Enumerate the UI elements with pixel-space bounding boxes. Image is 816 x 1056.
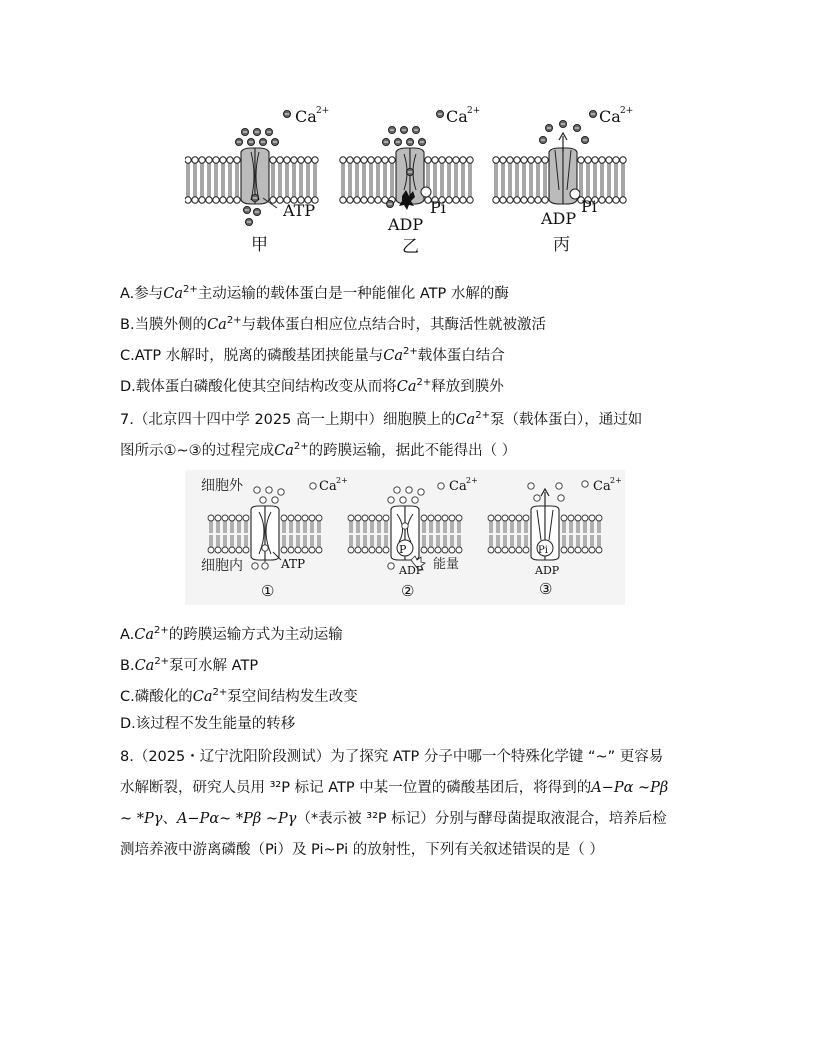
panel-yi-label-pi: Pi (430, 198, 446, 217)
panel-3-caption: ③ (539, 580, 553, 598)
q6-option-b[interactable]: B.当膜外侧的$Ca^{2+}$与载体蛋白相应位点结合时，其酶活性就被激活 (120, 315, 547, 333)
q7-stem-line-1: 7.（北京四十四中学 2025 高一上期中）细胞膜上的$Ca^{2+}$泵（载体蛋白），通过如 (120, 410, 643, 428)
label-inside: 细胞内 (201, 558, 243, 574)
panel-2-ion-charge: 2+ (466, 476, 478, 485)
panel-yi-caption: 乙 (402, 237, 419, 257)
panel-jia (185, 106, 329, 255)
panel-2-ion-label: Ca (449, 479, 467, 494)
panel-yi-ion-charge: 2+ (467, 106, 481, 116)
q8-stem-line-4: 测培养液中游离磷酸（Pi）及 Pi~Pi 的放射性，下列有关叙述错误的是（ ） (120, 842, 604, 858)
membrane-figure-1 (185, 100, 635, 260)
panel-jia-ion-label: Ca (295, 107, 317, 126)
panel-2-label-energy: 能量 (433, 557, 460, 572)
q6-option-c[interactable]: C.ATP 水解时，脱离的磷酸基团挟能量与$Ca^{2+}$载体蛋白结合 (120, 346, 505, 364)
panel-3-ion-label: Ca (593, 479, 611, 494)
panel-bing-ion-label: Ca (599, 107, 621, 126)
panel-bing-label-pi: Pi (581, 197, 597, 216)
panel-jia-ion-charge: 2+ (316, 106, 330, 116)
q7-option-a[interactable]: $A.Ca^{2+}$的跨膜运输方式为主动运输 (120, 625, 343, 643)
panel-1-label-atp: ATP (281, 557, 306, 571)
q6-option-d[interactable]: D.载体蛋白磷酸化使其空间结构改变从而将$Ca^{2+}$释放到膜外 (120, 377, 504, 395)
panel-jia-caption: 甲 (251, 235, 268, 255)
q7-stem-line-2: 图所示①~③的过程完成$Ca^{2+}$的跨膜运输，据此不能得出（ ） (120, 441, 517, 459)
panel-3-label-pi: Pi (538, 545, 548, 556)
panel-1-ion-charge: 2+ (336, 476, 348, 485)
panel-yi-label-adp: ADP (388, 215, 424, 234)
label-outside: 细胞外 (201, 478, 243, 494)
panel-yi (340, 106, 480, 257)
q8-stem-line-1: 8.（2025・辽宁沈阳阶段测试）为了探究 ATP 分子中哪一个特殊化学键 “~” 更容易 (120, 749, 664, 765)
panel-2-label-p: P (399, 543, 407, 556)
q7-option-d[interactable]: D.该过程不发生能量的转移 (120, 716, 296, 732)
panel-3-ion-charge: 2+ (610, 476, 622, 485)
panel-2-caption: ② (401, 582, 415, 600)
q8-stem-line-3: ~ *Pγ、A−Pα~ *Pβ ~Pγ（*表示被 ³²P 标记）分别与酵母菌提取液混合，培养后检 (120, 811, 667, 827)
panel-3-label-adp: ADP (535, 564, 560, 577)
panel-1-ion-label: Ca (319, 479, 337, 494)
panel-bing-caption: 丙 (553, 235, 570, 255)
membrane-figure-2 (185, 470, 625, 605)
panel-yi-ion-label: Ca (446, 107, 468, 126)
panel-bing-ion-charge: 2+ (620, 106, 634, 116)
panel-2-label-adp: ADP (399, 564, 424, 577)
panel-jia-label-atp: ATP (283, 201, 316, 220)
panel-bing-label-adp: ADP (541, 209, 577, 228)
q7-option-b[interactable]: $B.Ca^{2+}$泵可水解 ATP (120, 656, 259, 674)
panel-1-caption: ① (261, 582, 275, 600)
q8-stem-line-2: 水解断裂，研究人员用 ³²P 标记 ATP 中某一位置的磷酸基团后，将得到的A−Pα ~Pβ (120, 780, 669, 796)
q7-option-c[interactable]: C.磷酸化的$Ca^{2+}$泵空间结构发生改变 (120, 687, 358, 705)
panel-bing (493, 106, 633, 255)
q6-option-a[interactable]: A.参与$Ca^{2+}$主动运输的载体蛋白是一种能催化 ATP 水解的酶 (120, 284, 509, 302)
